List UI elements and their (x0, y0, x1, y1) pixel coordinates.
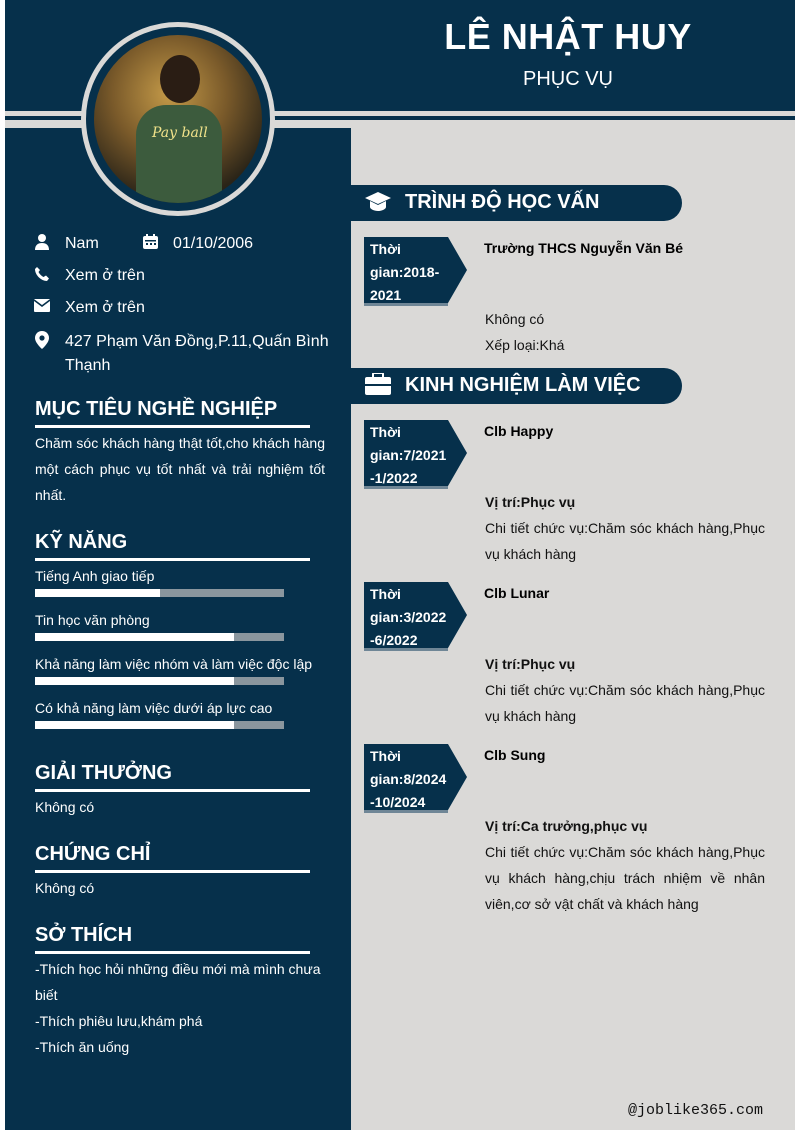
graduation-cap-icon (365, 190, 391, 220)
awards-title: GIẢI THƯỞNG (35, 762, 310, 792)
hobby-item: -Thích học hỏi những điều mới mà mình chưa biết (35, 961, 321, 1003)
skill-name: Tiếng Anh giao tiếp (35, 568, 155, 584)
gender-text: Nam (65, 235, 99, 252)
person-icon (33, 234, 51, 254)
skill-bar-fill (35, 589, 160, 597)
experience-position: Vị trí:Phục vụ (485, 656, 576, 672)
education-title: TRÌNH ĐỘ HỌC VẤN (405, 191, 600, 213)
watermark: @joblike365.com (628, 1102, 764, 1119)
experience-org: Clb Happy (484, 423, 554, 439)
phone-text: Xem ở trên (65, 267, 145, 284)
skill-bar (35, 589, 284, 597)
cv-page (5, 0, 795, 1130)
candidate-name: LÊ NHẬT HUY (444, 16, 692, 57)
experience-position: Vị trí:Ca trưởng,phục vụ (485, 818, 648, 834)
phone-icon (33, 266, 51, 286)
experience-detail: Chi tiết chức vụ:Chăm sóc khách hàng,Phục vụ khách hàng,chịu trách nhiệm về nhân viên,cơ sở vật chất và khách hàng (485, 844, 765, 912)
envelope-icon (33, 299, 51, 316)
skill-bar-fill (35, 721, 234, 729)
skill-bar-fill (35, 633, 234, 641)
dob-text: 01/10/2006 (173, 235, 254, 252)
awards-text: Không có (35, 799, 95, 815)
briefcase-icon (365, 373, 391, 401)
experience-detail: Chi tiết chức vụ:Chăm sóc khách hàng,Phục vụ khách hàng (485, 682, 765, 724)
experience-header (351, 368, 682, 404)
education-header (351, 185, 682, 221)
avatar-photo: Pay ball (94, 35, 262, 203)
objective-title: MỤC TIÊU NGHỀ NGHIỆP (35, 398, 310, 428)
calendar-icon (141, 234, 159, 253)
experience-org: Clb Lunar (484, 585, 550, 601)
skill-name: Khả năng làm việc nhóm và làm việc độc lập (35, 656, 313, 672)
skill-bar-fill (35, 677, 234, 685)
education-detail: Không có (485, 311, 545, 327)
experience-time-tag: Thời gian:7/2021 -1/2022 (364, 420, 448, 486)
location-pin-icon (33, 331, 51, 353)
experience-title: KINH NGHIỆM LÀM VIỆC (405, 374, 641, 396)
experience-time-tag: Thời gian:3/2022 -6/2022 (364, 582, 448, 648)
skills-title: KỸ NĂNG (35, 531, 310, 561)
hobby-item: -Thích ăn uống (35, 1039, 130, 1055)
skill-name: Có khả năng làm việc dưới áp lực cao (35, 700, 273, 716)
candidate-role: PHỤC VỤ (522, 68, 613, 90)
address-text: 427 Phạm Văn Đồng,P.11,Quấn Bình Thạnh (65, 333, 329, 374)
skill-name: Tin học văn phòng (35, 612, 150, 628)
certificates-text: Không có (35, 880, 95, 896)
hobbies-title: SỞ THÍCH (35, 924, 310, 954)
education-grade: Xếp loại:Khá (485, 337, 565, 353)
education-school: Trường THCS Nguyễn Văn Bé (484, 240, 684, 256)
avatar (81, 22, 275, 216)
experience-position: Vị trí:Phục vụ (485, 494, 576, 510)
experience-org: Clb Sung (484, 747, 546, 763)
skill-bar (35, 677, 284, 685)
certificates-title: CHỨNG CHỈ (35, 843, 310, 873)
experience-time-tag: Thời gian:8/2024 -10/2024 (364, 744, 448, 810)
skill-bar (35, 721, 284, 729)
education-time-tag: Thời gian:2018-2021 (364, 237, 448, 303)
hobby-item: -Thích phiêu lưu,khám phá (35, 1013, 203, 1029)
objective-text: Chăm sóc khách hàng thật tốt,cho khách hàng một cách phục vụ tốt nhất và trải nghiệm tốt nhất. (35, 435, 325, 503)
sidebar (5, 128, 351, 1130)
skill-bar (35, 633, 284, 641)
email-text: Xem ở trên (65, 299, 145, 316)
experience-detail: Chi tiết chức vụ:Chăm sóc khách hàng,Phục vụ khách hàng (485, 520, 765, 562)
